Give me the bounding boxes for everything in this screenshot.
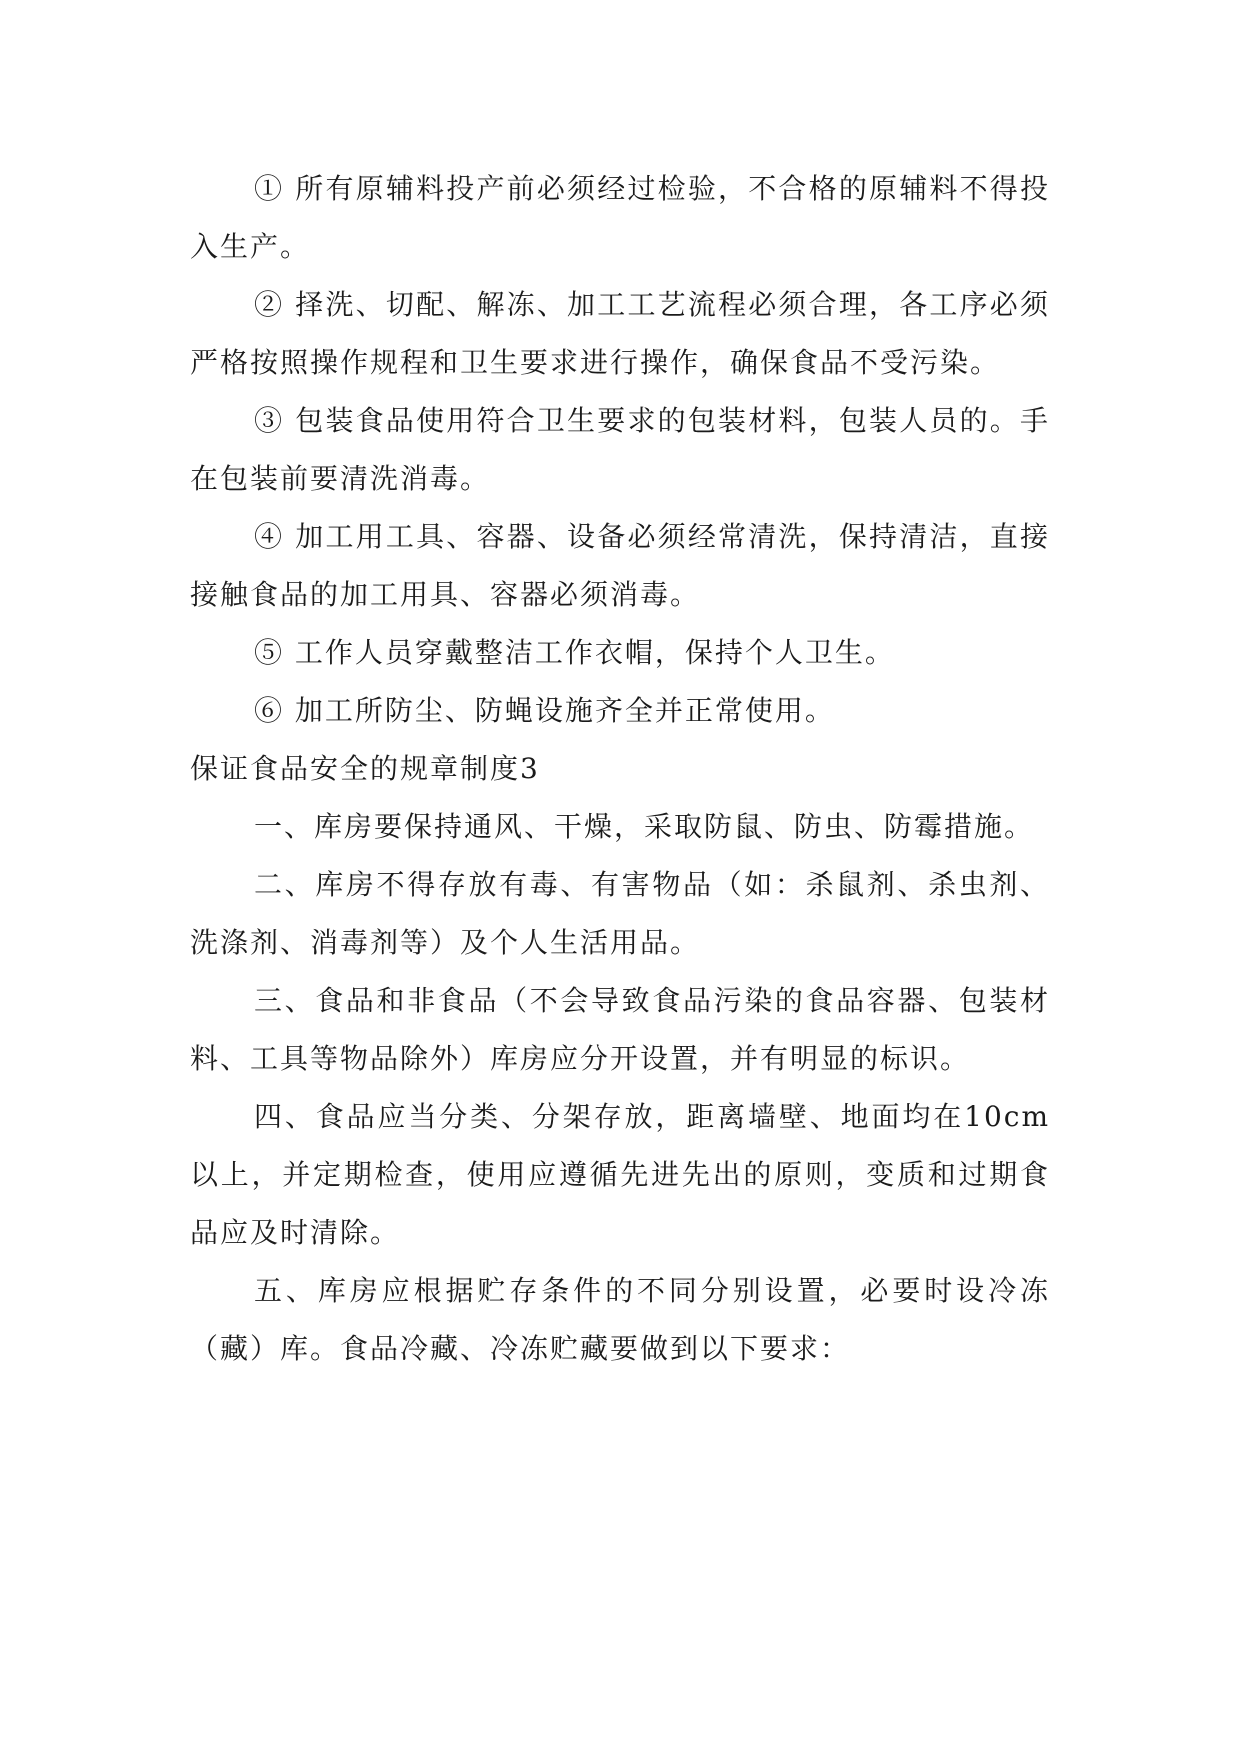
section-heading: 保证食品安全的规章制度3 [190, 752, 540, 785]
paragraph-item-3: ③ 包装食品使用符合卫生要求的包装材料，包装人员的。手在包装前要清洗消毒。 [190, 404, 1050, 495]
paragraph-item-1: ① 所有原辅料投产前必须经过检验，不合格的原辅料不得投入生产。 [190, 172, 1050, 263]
paragraph-item-4: ④ 加工用工具、容器、设备必须经常清洗，保持清洁，直接接触食品的加工用具、容器必须消毒。 [190, 520, 1050, 611]
paragraph-rule-1: 一、库房要保持通风、干燥，采取防鼠、防虫、防霉措施。 [254, 810, 1035, 843]
paragraph-item-2: ② 择洗、切配、解冻、加工工艺流程必须合理，各工序必须严格按照操作规程和卫生要求进行操作，确保食品不受污染。 [190, 288, 1050, 379]
paragraph-item-6: ⑥ 加工所防尘、防蝇设施齐全并正常使用。 [254, 694, 835, 727]
paragraph-rule-2: 二、库房不得存放有毒、有害物品（如：杀鼠剂、杀虫剂、洗涤剂、消毒剂等）及个人生活用品。 [190, 868, 1050, 959]
paragraph-rule-3: 三、食品和非食品（不会导致食品污染的食品容器、包装材料、工具等物品除外）库房应分开设置，并有明显的标识。 [190, 984, 1050, 1075]
document-body [190, 160, 1050, 1378]
paragraph-item-5: ⑤ 工作人员穿戴整洁工作衣帽，保持个人卫生。 [254, 636, 895, 669]
paragraph-rule-4: 四、食品应当分类、分架存放，距离墙壁、地面均在10cm以上，并定期检查，使用应遵循先进先出的原则，变质和过期食品应及时清除。 [190, 1100, 1050, 1249]
paragraph-rule-5: 五、库房应根据贮存条件的不同分别设置，必要时设冷冻（藏）库。食品冷藏、冷冻贮藏要做到以下要求： [190, 1274, 1050, 1365]
